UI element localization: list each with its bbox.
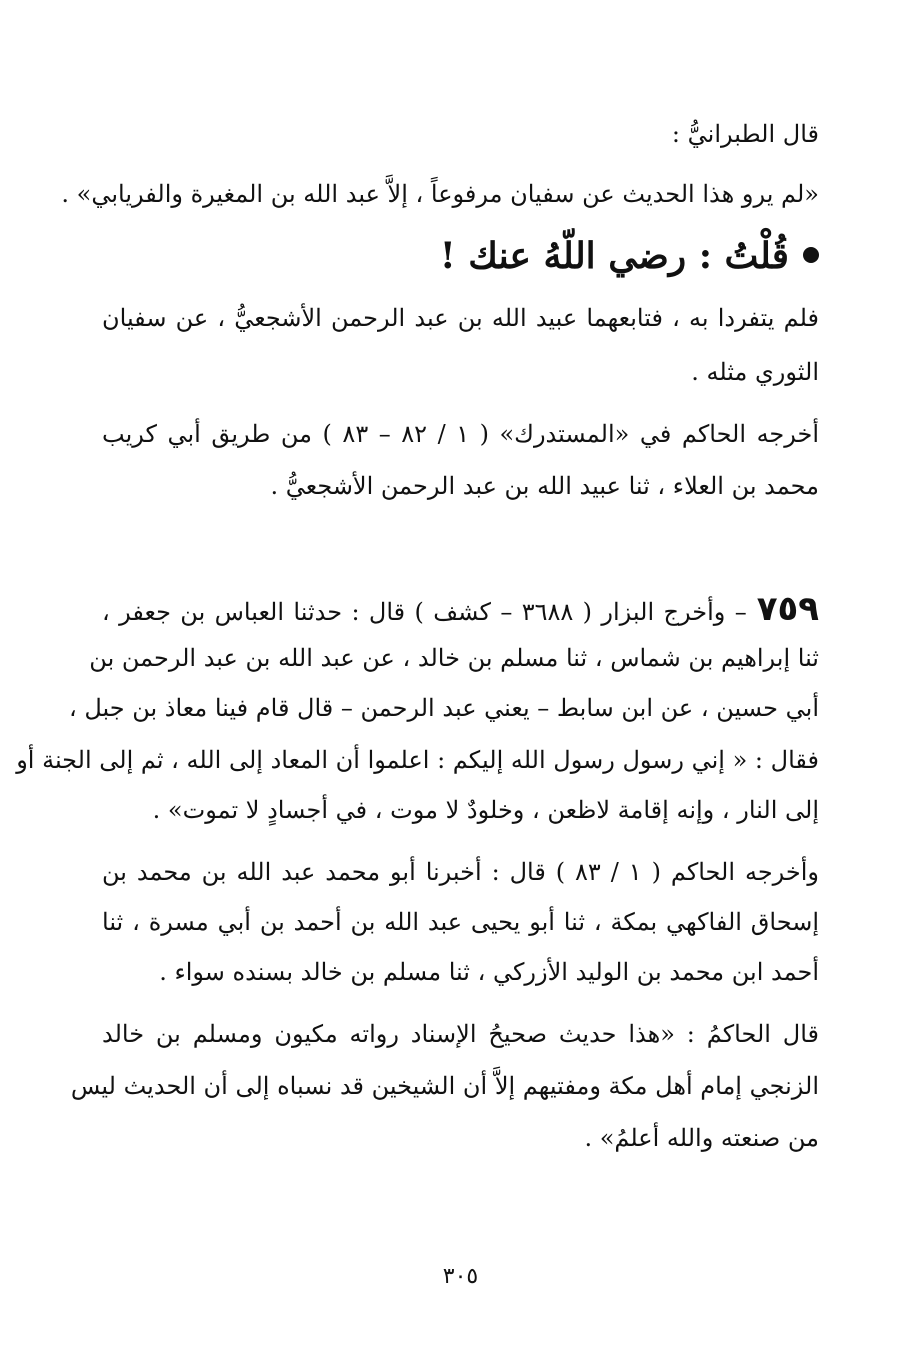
hadith-number: ٧٥٩ <box>756 589 819 629</box>
hadith-first-line <box>102 586 819 632</box>
tabarani-intro-line: قال الطبرانيُّ : <box>671 120 819 148</box>
page-number: ٣٠٥ <box>442 1264 479 1289</box>
hadith-line: ثنا إبراهيم بن شماس ، ثنا مسلم بن خالد ، عن عبد الله بن عبد الرحمن بن <box>89 644 819 672</box>
paragraph-line: من صنعته والله أعلمُ» . <box>584 1124 819 1152</box>
paragraph-line: الزنجي إمام أهل مكة ومفتيهم إلاَّ أن الشيخين قد نسباه إلى أن الحديث ليس <box>70 1072 819 1100</box>
paragraph-line: وأخرجه الحاكم ( ١ / ٨٣ ) قال : أخبرنا أبو محمد عبد الله بن محمد بن <box>102 858 819 886</box>
paragraph-line: الثوري مثله . <box>691 358 819 386</box>
qultu-heading-text: قُلْتُ : رضي اللّهُ عنك ! <box>439 235 789 277</box>
tabarani-quote-line: «لم يرو هذا الحديث عن سفيان مرفوعاً ، إلاَّ عبد الله بن المغيرة والفريابي» . <box>61 180 819 208</box>
paragraph-line: أحمد ابن محمد بن الوليد الأزركي ، ثنا مسلم بن خالد بسنده سواء . <box>159 958 819 986</box>
paragraph-line: إسحاق الفاكهي بمكة ، ثنا أبو يحيى عبد الله بن أحمد بن أبي مسرة ، ثنا <box>102 908 819 936</box>
hadith-line-text: – وأخرج البزار ( ٣٦٨٨ – كشف ) قال : حدثنا العباس بن جعفر ، <box>102 598 747 626</box>
bullet-icon <box>803 247 819 263</box>
hadith-line: إلى النار ، وإنه إقامة لاظعن ، وخلودٌ لا موت ، في أجسادٍ لا تموت» . <box>152 796 819 824</box>
paragraph-line: فلم يتفردا به ، فتابعهما عبيد الله بن عبد الرحمن الأشجعيُّ ، عن سفيان <box>102 304 819 332</box>
qultu-heading <box>102 228 819 284</box>
hadith-line: فقال : « إني رسول رسول الله إليكم : اعلموا أن المعاد إلى الله ، ثم إلى الجنة أو <box>16 746 819 774</box>
hadith-line: أبي حسين ، عن ابن سابط – يعني عبد الرحمن – قال قام فينا معاذ بن جبل ، <box>68 694 819 722</box>
paragraph-line: محمد بن العلاء ، ثنا عبيد الله بن عبد الرحمن الأشجعيُّ . <box>270 472 819 500</box>
paragraph-line: قال الحاكمُ : «هذا حديث صحيحُ الإسناد رواته مكيون ومسلم بن خالد <box>102 1020 819 1048</box>
paragraph-line: أخرجه الحاكم في «المستدرك» ( ١ / ٨٢ – ٨٣ ) من طريق أبي كريب <box>102 420 820 448</box>
